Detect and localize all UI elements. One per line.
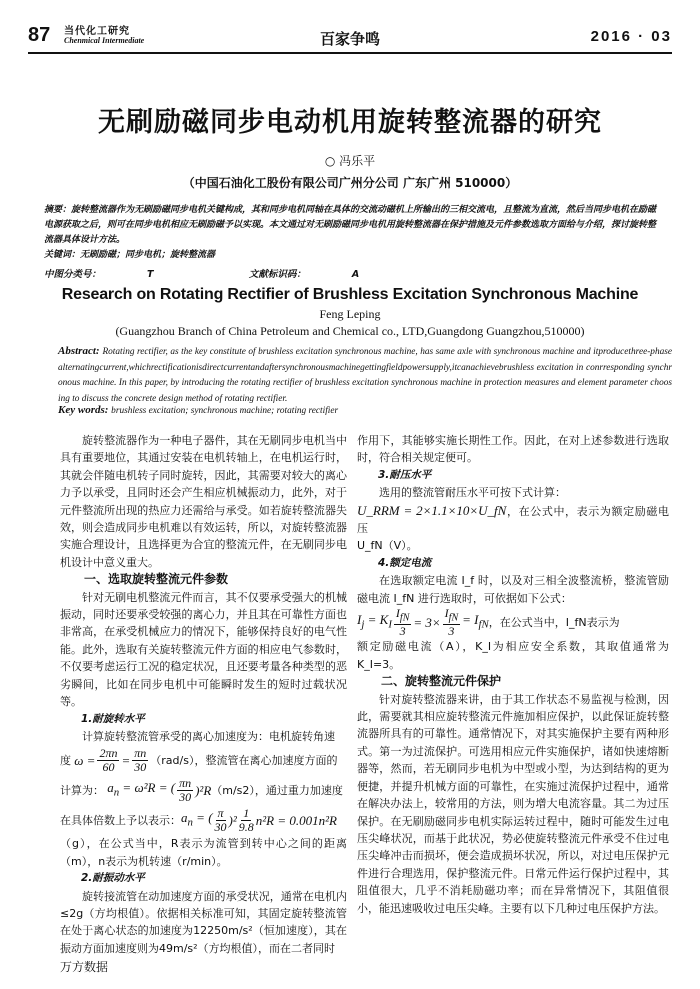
abstract-en: Abstract: Rotating rectifier, as the key constitute of brushless excitation synchronous machine, has same axle with synchronous machine and itproducethree-phasealternatingcurrent,whichrectificationisdirectcurrentandaftersynchronousmachinegettingfieldpowersupply,itcanachievebrushless excitation in conrresponding synchronous machine. In this paper, by introducing the rotating rectifier of brushless excitation synchronous machine in protection measures and element parameter choosing to discuss the concrete design method of rotating rectifier.: [58, 345, 672, 404]
article-title-en: Research on Rotating Rectifier of Brushless Excitation Synchronous Machine: [61, 286, 639, 303]
paragraph: （g），在公式当中，R表示为流管到转中心之间的距离（m），n表示为机转速（r/min）。: [60, 837, 347, 868]
equation-angular-velocity: 度 ω = $\frac{2\pi n}{60}$ = $\frac{\pi n}{30}$ （rad/s），整流管在离心加速度方面的: [60, 745, 338, 774]
keywords-en-text: brushless excitation; synchronous machine; rotating rectifier: [111, 406, 339, 416]
subsection-heading: 1.耐旋转水平: [81, 712, 145, 725]
paragraph: 作用下，其能够实施长期性工作。因此，在对上述参数进行选取时，符合相关规定便可。: [357, 434, 669, 465]
paragraph: 在选取额定电流 I_f 时，以及对三相全波整流桥，整流管励磁电流 I_fN 进行选取时，可依据如下公式：: [357, 574, 669, 605]
equation-current: $I_j = K_I$ $\frac{I_{fN}}{3}$ = 3× $\frac{I_{fN}}{3}$ = $I_{fN}$ ，在公式当中，I_fN表示为: [357, 606, 620, 639]
affiliation-en: (Guangzhou Branch of China Petroleum and Chemical co., LTD,Guangdong Guangzhou,510000): [115, 324, 585, 338]
subsection-heading: 3.耐压水平: [378, 468, 432, 481]
abstract-cn-label: 摘要：: [44, 205, 72, 215]
keywords-en: Key words: brushless excitation; synchronous machine; rotating rectifier: [58, 404, 339, 416]
paragraph: 针对旋转整流器来讲，由于其工作状态不易监视与检测，因此，需要就其相应旋转整流元件施加相应保护，以此保证旋转整流器所具有的可靠性。通常情况下，对其实施保护主要有两种形式。第一为过流保护。可选用相应元件实施保护，诸如快速熔断器等，然而，若无刷同步电机为中型或小型，为达到结构的更为便捷，并提升机械方面的可靠性，在实施过流保护过程中，通常在解决办法上，较常用的方法，则为增大电流容量。其二为过压保护。在无刷励磁同步电机实际运转过程中，随时可能发生过电压尖峰状况，而基于此状况，势必使旋转整流元件承受不住过电压尖峰冲击而损坏，便会造成损坏状况，所以，对过电压保护元件进行合理选用，保护整流元件。日常元件运行保护过程中，其阻值很大，几乎不消耗励磁功率；而在异常情况下，其阻值很小，能迅速吸收过电压尖峰。主要有以下几种过电压保护方法。: [357, 692, 669, 915]
paragraph: 旋转接流管在动加速度方面的承受状况，通常在电机内≤2g（方均根值）。依据相关标准可知，其固定旋转整流管在处于离心状态的加速度为12250m/s²（恒加速度），其在振动方面加速度则为49m/s²（方均根值），而在二者同时: [60, 889, 347, 955]
paragraph: 旋转整流器作为一种电子器件，其在无刷同步电机当中具有重要地位，其通过安装在电机转轴上，在电机运行时，其就会伴随电机转子同时旋转，因此，其需要对较大的离心力予以承受，且同时还会产生相应机械振动力，此外，对于元件整流所出现的热应力还需给与承受。如若旋转整流器失效，则会造成同步电机难以有效运转，所以，对旋转整流器实施合理设计，且选择更为合宜的整流元件，在无刷同步电机设计中意义重大。: [60, 434, 347, 569]
running-header: [28, 22, 672, 50]
author: ○ 冯乐平: [324, 154, 376, 168]
classification-line: [44, 266, 451, 280]
doc-code-value: A: [351, 269, 360, 280]
paragraph: 计算旋转整流管承受的离心加速度为：电机旋转角速: [82, 729, 335, 743]
keywords-cn-label: 关键词：: [44, 250, 81, 260]
class-no-value: T: [147, 269, 154, 280]
column-name: 百家争鸣: [319, 30, 380, 48]
abstract-cn-text: 旋转整流器作为无刷励磁同步电机关键构成，其和同步电机同轴在具体的交流动磁机上所输出的三相交流电，且整流为直流，然后当同步电机在励磁电源获取之后，则可在同步电机相应无刷励磁予以实现。本文通过对无刷励磁同步电机用旋转整流器在保护措施及元件参数选取方面给与介绍，探讨旋转整流器具体设计方法。: [44, 205, 657, 245]
paragraph: U_fN（V）。: [357, 539, 418, 553]
equation-g-multiple: 在具体倍数上予以表示： $a_n$ = ( $\frac{\pi}{30}$ )² $\frac{1}{9.8}$ n²R = 0.001n²R: [60, 805, 337, 834]
author-en: Feng Leping: [319, 307, 381, 321]
abstract-cn: [44, 203, 660, 263]
journal-name-cn: 当代化工研究: [64, 26, 130, 37]
doc-code-label: 文献标识码：: [248, 269, 306, 280]
section-heading: 一、选取旋转整流元件参数: [84, 572, 229, 587]
equation-voltage: U_RRM = 2×1.1×10×U_fN，在公式中，表示为额定励磁电压: [357, 502, 669, 536]
paragraph: 针对无刷电机整流元件而言，其不仅要承受强大的机械振动，同时还要承受较强的离心力，并且其在可靠性方面也非常高，在承受机械应力的情况下，能够保持良好的电气性能。此外，选取有关旋转整流元件方面的相应电气参数时，不仅要考虑运行工况的稳定状况，且还要考量各种类型的恶劣瞬间，比如在同步电机中可能瞬时发生的短时过载状况等。: [60, 590, 347, 709]
subsection-heading: 2.耐振动水平: [81, 872, 145, 885]
issue-number: 2016 · 03: [590, 28, 672, 45]
class-no-label: 中图分类号：: [44, 269, 102, 280]
abstract-en-label: Abstract: [58, 345, 96, 357]
equation-centrifugal-acceleration: 计算为： $a_n = \omega^2R$ = ( $\frac{\pi n}{30}$ )²R （m/s2），通过重力加速度: [60, 775, 343, 804]
affiliation: （中国石油化工股份有限公司广州分公司 广东广州 510000）: [182, 176, 518, 190]
article-title: 无刷励磁同步电动机用旋转整流器的研究: [98, 107, 602, 138]
abstract-en-text: Rotating rectifier, as the key constitute of brushless excitation synchronous machine, has same axle with synchronous machine and itproducethree-phasealternatingcurrent,whichrectificationisdirectcurrentandaftersynchronousmachinegettingfieldpowersupply,itcanachievebrushless excitation in conrresponding synchronous machine. In this paper, by introducing the rotating rectifier of brushless excitation synchronous machine in protection measures and element parameter choosing to discuss the concrete design method of rotating rectifier.: [58, 347, 672, 404]
footer-watermark: 万方数据: [60, 960, 109, 974]
keywords-cn-text: 无刷励磁；同步电机；旋转整流器: [80, 250, 216, 260]
page-number: 87: [28, 24, 51, 46]
subsection-heading: 4.额定电流: [378, 556, 432, 569]
section-heading: 二、旋转整流元件保护: [381, 674, 502, 689]
body-left-column: [60, 432, 347, 957]
keywords-en-label: Key words: [58, 404, 105, 416]
header-divider: [28, 52, 672, 54]
body-right-column: [357, 432, 669, 917]
paragraph: 选用的整流管耐压水平可按下式计算：: [379, 486, 566, 500]
paragraph: 额定励磁电流（A），K_I为相应安全系数，其取值通常为K_I=3。: [357, 640, 669, 671]
journal-name-en: Chenmical Intermediate: [64, 36, 145, 45]
